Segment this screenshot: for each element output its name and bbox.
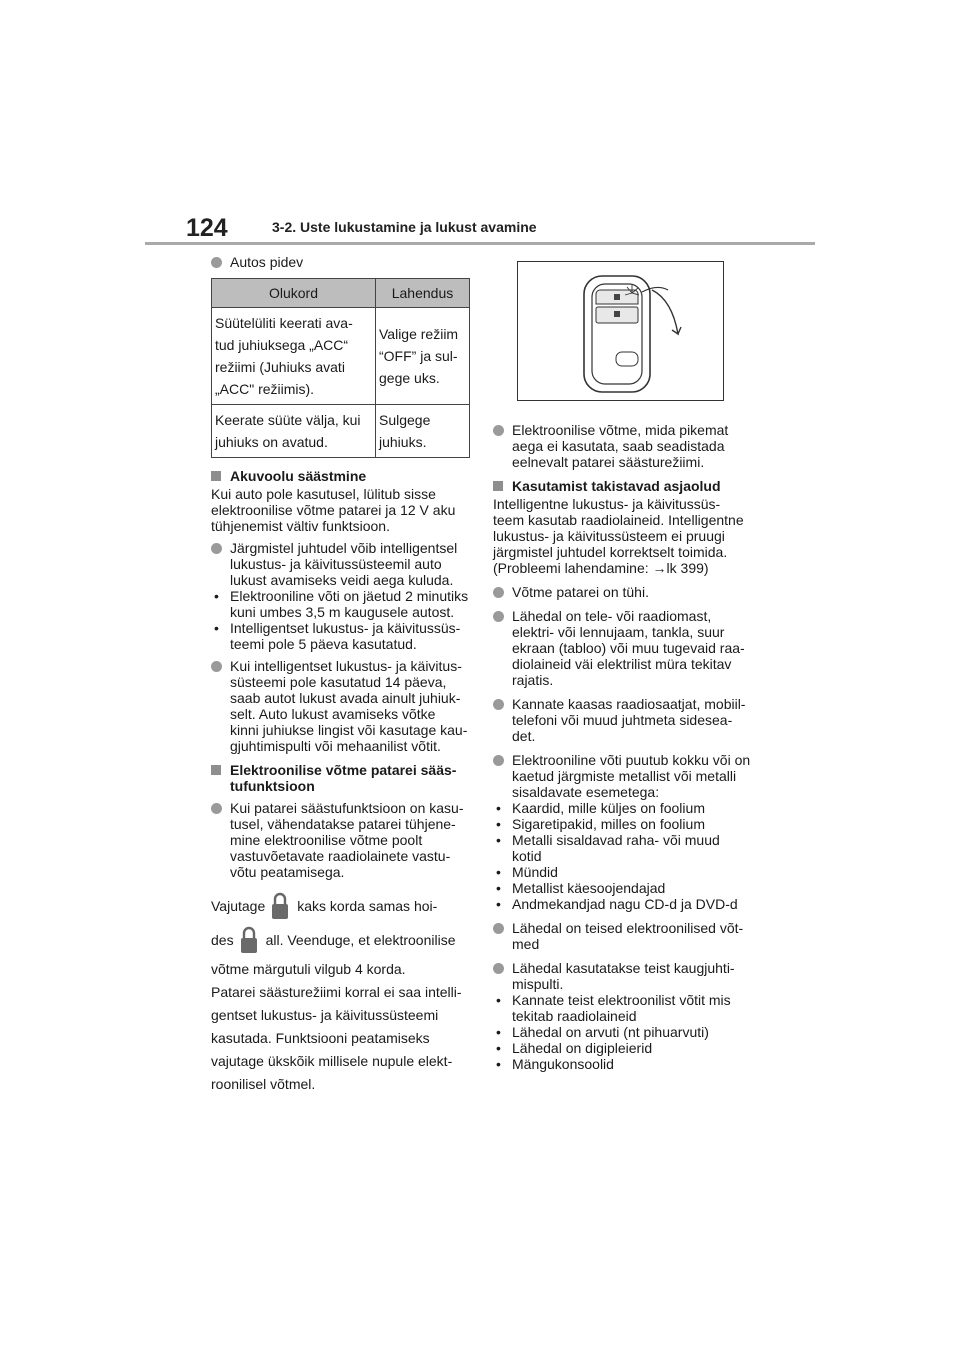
text-line: kuni umbes 3,5 m kaugusele autost.	[230, 604, 455, 620]
text-line: det.	[512, 728, 536, 744]
text-line: sisaldavate esemetega:	[512, 784, 660, 800]
list-item	[493, 992, 763, 1024]
key-note-bullet	[493, 422, 763, 470]
bullet-text: Autos pidev	[230, 254, 304, 270]
key-battery-saving-bullet	[211, 800, 473, 880]
bullet-dot-icon	[493, 923, 504, 934]
battery-saving-bullet-2	[211, 658, 473, 754]
text-line: vastuvõetavate raadiolainete vastu-	[230, 848, 451, 864]
bullet-dot-icon	[493, 699, 504, 710]
lock-icon	[271, 892, 289, 920]
cell-line: Süütelüliti keerati ava-	[215, 315, 353, 331]
interference-bullet-2	[493, 608, 763, 688]
interference-bullet-1	[493, 584, 763, 600]
text-line: selt. Auto lukust avamiseks võtke	[230, 706, 436, 722]
text-line: gjuhtimispulti või mehaanilist võtit.	[230, 738, 441, 754]
text-line: mispulti.	[512, 976, 564, 992]
battery-saving-intro	[211, 486, 473, 534]
cell-line: „ACC" režiimis).	[215, 381, 315, 397]
press-line-1	[211, 890, 473, 922]
cell-line: Valige režiim	[379, 326, 459, 342]
cell-line: juhiuks.	[379, 434, 427, 450]
text-line: • Metalli sisaldavad raha- või muud	[512, 832, 720, 848]
heading-key-battery-saving	[211, 762, 473, 794]
section-square-icon	[211, 471, 221, 481]
list-item	[493, 1024, 763, 1040]
cell-line: juhiuks on avatud.	[215, 434, 328, 450]
heading-battery-saving	[211, 468, 473, 484]
text-line: kinni juhiukse lingist või kasutage kau-	[230, 722, 468, 738]
interference-bullet-5	[493, 920, 763, 952]
bullet-autos-pidev	[211, 254, 473, 270]
text-line: Kui intelligentset lukustus- ja käivitus-	[230, 658, 462, 674]
text-line: järgmistel juhtudel korrektselt toimida.	[493, 544, 728, 560]
bullet-dot-icon	[211, 661, 222, 672]
bullet-dot-icon	[493, 425, 504, 436]
text-line: eelnevalt patarei säästurežiimi.	[512, 454, 705, 470]
bullet-dot-icon	[211, 543, 222, 554]
text-line: vajutage ükskõik millisele nupule elekt-	[211, 1053, 453, 1069]
section-square-icon	[493, 481, 503, 491]
text-fragment: des	[211, 932, 234, 948]
text-line: ekraan (tabloo) või muu tugevaid raa-	[512, 640, 745, 656]
cell-line: “OFF” ja sul-	[379, 348, 458, 364]
text-line: Kui patarei säästufunktsioon on kasu-	[230, 800, 464, 816]
interference-intro	[493, 496, 763, 576]
text-line: elektroonilise võtme patarei ja 12 V aku	[211, 502, 456, 518]
text-line: aega ei kasutata, saab seadistada	[512, 438, 725, 454]
text-line: • Mängukonsoolid	[512, 1056, 614, 1072]
text-line: Kannate kaasas raadiosaatjat, mobiil-	[512, 696, 746, 712]
interference-bullet-6	[493, 960, 763, 992]
text-line: Patarei säästurežiimi korral ei saa intelli-	[211, 984, 462, 1000]
text-line: Lähedal on tele- või raadiomast,	[512, 608, 712, 624]
text-line: tusel, vähendatakse patarei tühjene-	[230, 816, 456, 832]
text-line: kotid	[512, 848, 542, 864]
text-line: rajatis.	[512, 672, 554, 688]
section-square-icon	[211, 765, 221, 775]
header-divider	[145, 242, 815, 245]
cell-line: Keerate süüte välja, kui	[215, 412, 361, 428]
page-number: 124	[186, 214, 228, 242]
text-line: Elektroonilise võtme, mida pikemat	[512, 422, 729, 438]
list-item	[493, 1056, 763, 1072]
list-item	[493, 864, 763, 880]
text-line: gentset lukustus- ja käivitussüsteemi	[211, 1007, 439, 1023]
text-line: kasutada. Funktsiooni peatamiseks	[211, 1030, 430, 1046]
text-line: Lähedal on teised elektroonilised võt-	[512, 920, 744, 936]
heading-text: Elektroonilise võtme patarei sääs-	[230, 762, 457, 778]
text-line: • Lähedal on arvuti (nt pihuarvuti)	[512, 1024, 709, 1040]
text-line: teem kasutab raadiolaineid. Intelligentne	[493, 512, 744, 528]
heading-text: Akuvoolu säästmine	[230, 468, 367, 484]
table-cell-situation	[212, 308, 376, 405]
cell-line: režiimi (Juhiuks avati	[215, 359, 345, 375]
table-row	[212, 308, 470, 405]
text-line: tekitab raadiolaineid	[512, 1008, 637, 1024]
bullet-dot-icon	[493, 963, 504, 974]
text-line: kaetud järgmiste metallist või metalli	[512, 768, 737, 784]
section-title: 3-2. Uste lukustamine ja lukust avamine	[272, 219, 537, 235]
left-column	[211, 254, 473, 1096]
interference-bullet-3	[493, 696, 763, 744]
bullet-dot-icon	[493, 755, 504, 766]
text-line: • Sigaretipakid, milles on foolium	[512, 816, 705, 832]
list-item	[493, 832, 763, 864]
cell-line: Sulgege	[379, 412, 431, 428]
list-item	[211, 620, 473, 652]
smart-key-illustration	[517, 261, 724, 401]
list-item	[493, 896, 763, 912]
text-line: süsteemi pole kasutatud 14 päeva,	[230, 674, 447, 690]
text-line: lukustus- ja käivitussüsteemil auto	[230, 556, 442, 572]
bullet-dot-icon	[211, 257, 222, 268]
text-line: • Mündid	[512, 864, 558, 880]
text-line: Intelligentne lukustus- ja käivitussüs-	[493, 496, 721, 512]
heading-text: tufunktsioon	[230, 778, 315, 794]
press-line-2	[211, 924, 473, 956]
text-line: • Kannate teist elektroonilist võtit mis	[512, 992, 731, 1008]
text-line: võtme märgutuli vilgub 4 korda.	[211, 961, 406, 977]
list-item	[211, 588, 473, 620]
text-fragment: all. Veenduge, et elektroonilise	[265, 932, 456, 948]
text-line: teemi pole 5 päeva kasutatud.	[230, 636, 417, 652]
text-line: võtu peatamisega.	[230, 864, 345, 880]
table-cell-situation	[212, 405, 376, 458]
text-line: tühjenemist vältiv funktsioon.	[211, 518, 390, 534]
text-line: • Andmekandjad nagu CD-d ja DVD-d	[512, 896, 738, 912]
table-header-olukord: Olukord	[212, 279, 376, 308]
table-header-lahendus: Lahendus	[376, 279, 470, 308]
text-line: Järgmistel juhtudel võib intelligentsel	[230, 540, 458, 556]
situation-table	[211, 278, 470, 458]
heading-text: Kasutamist takistavad asjaolud	[512, 478, 721, 494]
text-line: Kui auto pole kasutusel, lülitub sisse	[211, 486, 436, 502]
text-line: • Elektrooniline võti on jäetud 2 minutiks	[230, 588, 469, 604]
bullet-dot-icon	[493, 587, 504, 598]
table-cell-solution	[376, 308, 470, 405]
text-line: lukust avamiseks veidi aega kuluda.	[230, 572, 454, 588]
bullet-dot-icon	[493, 611, 504, 622]
text-line: Lähedal kasutatakse teist kaugjuhti-	[512, 960, 735, 976]
text-fragment: Vajutage	[211, 898, 266, 914]
battery-saving-sublist	[211, 588, 473, 652]
text-fragment: kaks korda samas hoi-	[297, 898, 438, 914]
interference-bullet-4	[493, 752, 763, 800]
text-line: • Lähedal on digipleierid	[512, 1040, 653, 1056]
cell-line: tud juhiuksega „ACC“	[215, 337, 349, 353]
text-line: lukustus- ja käivitussüsteem ei pruugi	[493, 528, 725, 544]
text-line: • Metallist käesoojendajad	[512, 880, 666, 896]
text-line: diolaineid väi elektrilist müra tekitav	[512, 656, 732, 672]
text-line: telefoni või muud juhtmeta sidesea-	[512, 712, 733, 728]
battery-saving-bullet-1	[211, 540, 473, 588]
bullet-dot-icon	[211, 803, 222, 814]
text-line: • Intelligentset lukustus- ja käivitussüs-	[230, 620, 461, 636]
text-line: elektri- või lennujaam, tankla, suur	[512, 624, 725, 640]
metal-objects-list	[493, 800, 763, 912]
list-item	[493, 1040, 763, 1056]
table-row	[212, 405, 470, 458]
list-item	[493, 816, 763, 832]
other-devices-list	[493, 992, 763, 1072]
text-line: med	[512, 936, 540, 952]
text-line: Elektrooniline võti puutub kokku või on	[512, 752, 751, 768]
list-item	[493, 800, 763, 816]
right-column	[493, 254, 763, 1078]
table-cell-solution	[376, 405, 470, 458]
heading-interference	[493, 478, 763, 494]
press-instructions	[211, 890, 473, 1095]
lock-icon	[240, 926, 258, 954]
text-line: Võtme patarei on tühi.	[512, 584, 649, 600]
text-line: (Probleemi lahendamine: →lk 399)	[493, 560, 709, 576]
text-line: • Kaardid, mille küljes on foolium	[512, 800, 705, 816]
text-line: saab autot lukust avada ainult juhiuk-	[230, 690, 461, 706]
list-item	[493, 880, 763, 896]
text-line: roonilisel võtmel.	[211, 1076, 316, 1092]
text-line: mine elektroonilise võtme poolt	[230, 832, 423, 848]
cell-line: gege uks.	[379, 370, 440, 386]
